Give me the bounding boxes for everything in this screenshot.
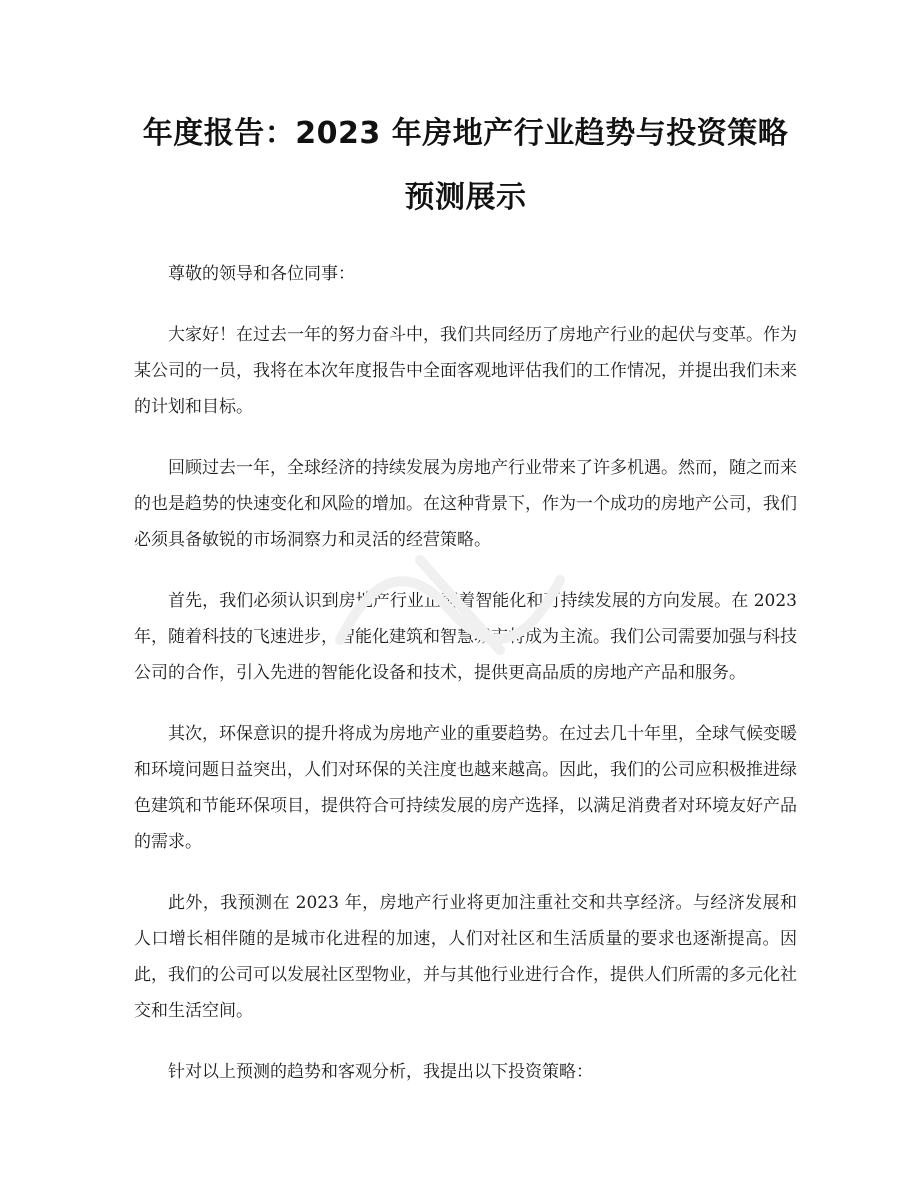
paragraph-third-trend: 此外，我预测在 2023 年，房地产行业将更加注重社交和共享经济。与经济发展和人口增长相伴随的是城市化进程的加速，人们对社区和生活质量的要求也逐渐提高。因此，我们的公司可以发展社区型物业，并与其他行业进行合作，提供人们所需的多元化社交和生活空间。 bbox=[134, 893, 797, 1021]
document-title: 年度报告：2023 年房地产行业趋势与投资策略预测展示 bbox=[142, 116, 789, 215]
paragraph-review: 回顾过去一年，全球经济的持续发展为房地产行业带来了许多机遇。然而，随之而来的也是趋势的快速变化和风险的增加。在这种背景下，作为一个成功的房地产公司，我们必须具备敏锐的市场洞察力和灵活的经营策略。 bbox=[134, 458, 797, 550]
paragraph-first-trend: 首先，我们必须认识到房地产行业正朝着智能化和可持续发展的方向发展。在 2023 年，随着科技的飞速进步，智能化建筑和智慧城市将成为主流。我们公司需要加强与科技公司的合作，引入先进的智能化设备和技术，提供更高品质的房地产产品和服务。 bbox=[134, 591, 797, 683]
paragraph-greeting: 尊敬的领导和各位同事： bbox=[168, 264, 355, 284]
paragraph-intro: 大家好！在过去一年的努力奋斗中，我们共同经历了房地产行业的起伏与变革。作为某公司的一员，我将在本次年度报告中全面客观地评估我们的工作情况，并提出我们未来的计划和目标。 bbox=[134, 325, 797, 417]
paragraph-strategy-lead: 针对以上预测的趋势和客观分析，我提出以下投资策略： bbox=[168, 1062, 593, 1082]
paragraph-second-trend: 其次，环保意识的提升将成为房地产业的重要趋势。在过去几十年里，全球气候变暖和环境问题日益突出，人们对环保的关注度也越来越高。因此，我们的公司应积极推进绿色建筑和节能环保项目，提供符合可持续发展的房产选择，以满足消费者对环境友好产品的需求。 bbox=[134, 724, 797, 852]
document-body bbox=[134, 256, 797, 1090]
